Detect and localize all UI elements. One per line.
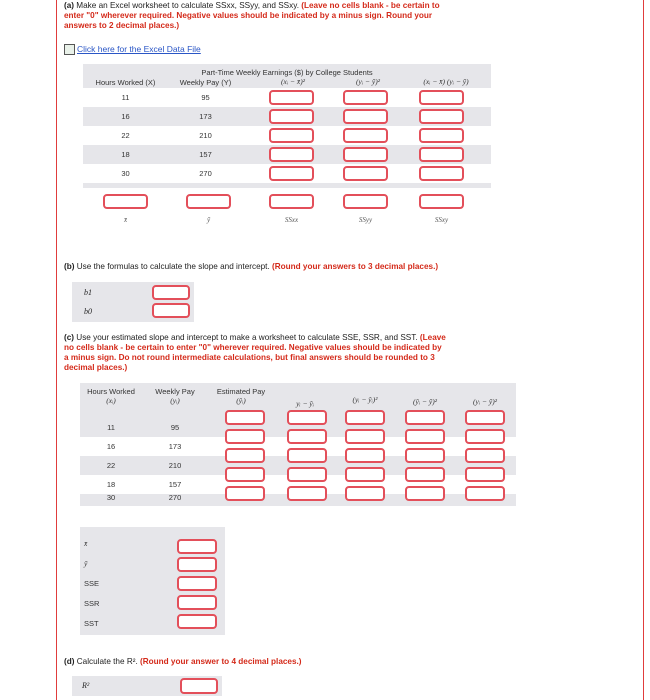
xbar-input[interactable]	[103, 194, 148, 209]
col-regression-squared: (ŷᵢ − ȳ)²	[413, 397, 437, 406]
dxdy-input[interactable]	[419, 128, 464, 143]
pay-value: 157	[168, 480, 182, 489]
estimated-pay-input[interactable]	[225, 448, 265, 463]
residual-input[interactable]	[287, 410, 327, 425]
label-ybar: ȳ	[206, 216, 211, 224]
regression-squared-input[interactable]	[405, 410, 445, 425]
col-hours-worked: Hours Worked (X)	[95, 78, 156, 87]
regression-squared-input[interactable]	[405, 467, 445, 482]
pay-value: 95	[201, 93, 210, 102]
col-hours-worked: Hours Worked (xᵢ)	[87, 387, 135, 405]
col-weekly-pay: Weekly Pay (Y)	[179, 78, 232, 87]
ssyy-input[interactable]	[343, 194, 388, 209]
hours-value: 22	[121, 131, 130, 140]
pay-value: 157	[199, 150, 212, 159]
residual-input[interactable]	[287, 467, 327, 482]
dxdy-input[interactable]	[419, 147, 464, 162]
part-d-instructions: (d) Calculate the R². (Round your answer to 4 decimal places.)	[64, 657, 302, 666]
col-estimated-pay: Estimated Pay (ŷᵢ)	[216, 387, 266, 405]
label-ybar: ȳ	[84, 559, 88, 568]
dxdy-input[interactable]	[419, 166, 464, 181]
dy2-input[interactable]	[343, 90, 388, 105]
b1-input[interactable]	[152, 285, 190, 300]
hours-value: 30	[106, 493, 116, 502]
r-squared-label: R²	[82, 681, 90, 690]
regression-squared-input[interactable]	[405, 448, 445, 463]
label-xbar: x̄	[123, 216, 128, 224]
dy2-input[interactable]	[343, 128, 388, 143]
excel-file-icon	[64, 44, 75, 55]
hours-value: 18	[121, 150, 130, 159]
sst-input[interactable]	[177, 614, 217, 629]
dxdy-input[interactable]	[419, 109, 464, 124]
hours-value: 22	[106, 461, 116, 470]
col-dy-squared: (yᵢ − ȳ)²	[356, 77, 380, 86]
label-sse: SSE	[84, 579, 100, 588]
dx2-input[interactable]	[269, 166, 314, 181]
worksheet-title: Part-Time Weekly Earnings ($) by College Students	[201, 68, 373, 77]
hours-value: 18	[106, 480, 116, 489]
dy2-input[interactable]	[343, 166, 388, 181]
estimated-pay-input[interactable]	[225, 486, 265, 501]
estimated-pay-input[interactable]	[225, 410, 265, 425]
col-residual-squared: (yᵢ − ŷᵢ)²	[352, 395, 378, 404]
ybar-input[interactable]	[177, 557, 217, 572]
hours-value: 16	[106, 442, 116, 451]
pay-value: 95	[170, 423, 180, 432]
dy2-input[interactable]	[343, 147, 388, 162]
regression-squared-input[interactable]	[405, 429, 445, 444]
excel-link[interactable]: Click here for the Excel Data File	[64, 44, 201, 55]
col-dxdy: (xᵢ − x̄) (yᵢ − ȳ)	[423, 77, 469, 86]
label-ssxx: SSxx	[284, 216, 299, 224]
regression-squared-input[interactable]	[405, 486, 445, 501]
total-squared-input[interactable]	[465, 467, 505, 482]
total-squared-input[interactable]	[465, 429, 505, 444]
residual-input[interactable]	[287, 486, 327, 501]
total-squared-input[interactable]	[465, 448, 505, 463]
b1-label: b1	[84, 288, 92, 297]
ssr-input[interactable]	[177, 595, 217, 610]
pay-value: 210	[199, 131, 212, 140]
pay-value: 173	[199, 112, 212, 121]
total-squared-input[interactable]	[465, 410, 505, 425]
pay-value: 210	[168, 461, 182, 470]
estimated-pay-input[interactable]	[225, 429, 265, 444]
label-xbar: x̄	[84, 539, 88, 548]
ssxy-input[interactable]	[419, 194, 464, 209]
residual-squared-input[interactable]	[345, 467, 385, 482]
b0-label: b0	[84, 307, 92, 316]
hours-value: 11	[121, 93, 130, 102]
label-ssyy: SSyy	[358, 216, 373, 224]
residual-squared-input[interactable]	[345, 448, 385, 463]
total-squared-input[interactable]	[465, 486, 505, 501]
dx2-input[interactable]	[269, 128, 314, 143]
col-weekly-pay: Weekly Pay (yᵢ)	[155, 387, 195, 405]
r-squared-input[interactable]	[180, 678, 218, 694]
residual-input[interactable]	[287, 448, 327, 463]
label-ssxy: SSxy	[434, 216, 449, 224]
col-residual: yᵢ − ŷᵢ	[296, 399, 314, 408]
part-b-instructions: (b) Use the formulas to calculate the slope and intercept. (Round your answers to 3 decimal places.)	[64, 262, 439, 271]
residual-squared-input[interactable]	[345, 486, 385, 501]
label-sst: SST	[84, 619, 99, 628]
dxdy-input[interactable]	[419, 90, 464, 105]
residual-squared-input[interactable]	[345, 429, 385, 444]
hours-value: 16	[121, 112, 130, 121]
label-ssr: SSR	[84, 599, 100, 608]
dx2-input[interactable]	[269, 109, 314, 124]
dx2-input[interactable]	[269, 147, 314, 162]
col-dx-squared: (xᵢ − x̄)²	[281, 77, 305, 86]
part-a-instructions: (a) Make an Excel worksheet to calculate SSxx, SSyy, and SSxy. (Leave no cells blank - be certain to enter "0" wherever required. Negative values should be indicated by a minus sign. Round your answers to 2 decimal places.)	[64, 1, 440, 30]
dx2-input[interactable]	[269, 90, 314, 105]
xbar-input[interactable]	[177, 539, 217, 554]
part-c-instructions: (c) Use your estimated slope and intercept to make a worksheet to calculate SSE, SSR, and SST. (Leave no cells blank - be certain to enter "0" wherever required. Negative values should be indicated by a minus sign. Do not round intermediate calculations, but final answers should be rounded to 3 decimal places.)	[64, 333, 446, 372]
hours-value: 11	[107, 423, 115, 432]
estimated-pay-input[interactable]	[225, 467, 265, 482]
residual-squared-input[interactable]	[345, 410, 385, 425]
ybar-input[interactable]	[186, 194, 231, 209]
pay-value: 270	[168, 493, 182, 502]
b0-input[interactable]	[152, 303, 190, 318]
pay-value: 270	[199, 169, 212, 178]
ssxx-input[interactable]	[269, 194, 314, 209]
col-total-squared: (yᵢ − ȳ)²	[473, 397, 497, 406]
residual-input[interactable]	[287, 429, 327, 444]
dy2-input[interactable]	[343, 109, 388, 124]
hours-value: 30	[121, 169, 130, 178]
sse-input[interactable]	[177, 576, 217, 591]
pay-value: 173	[168, 442, 182, 451]
